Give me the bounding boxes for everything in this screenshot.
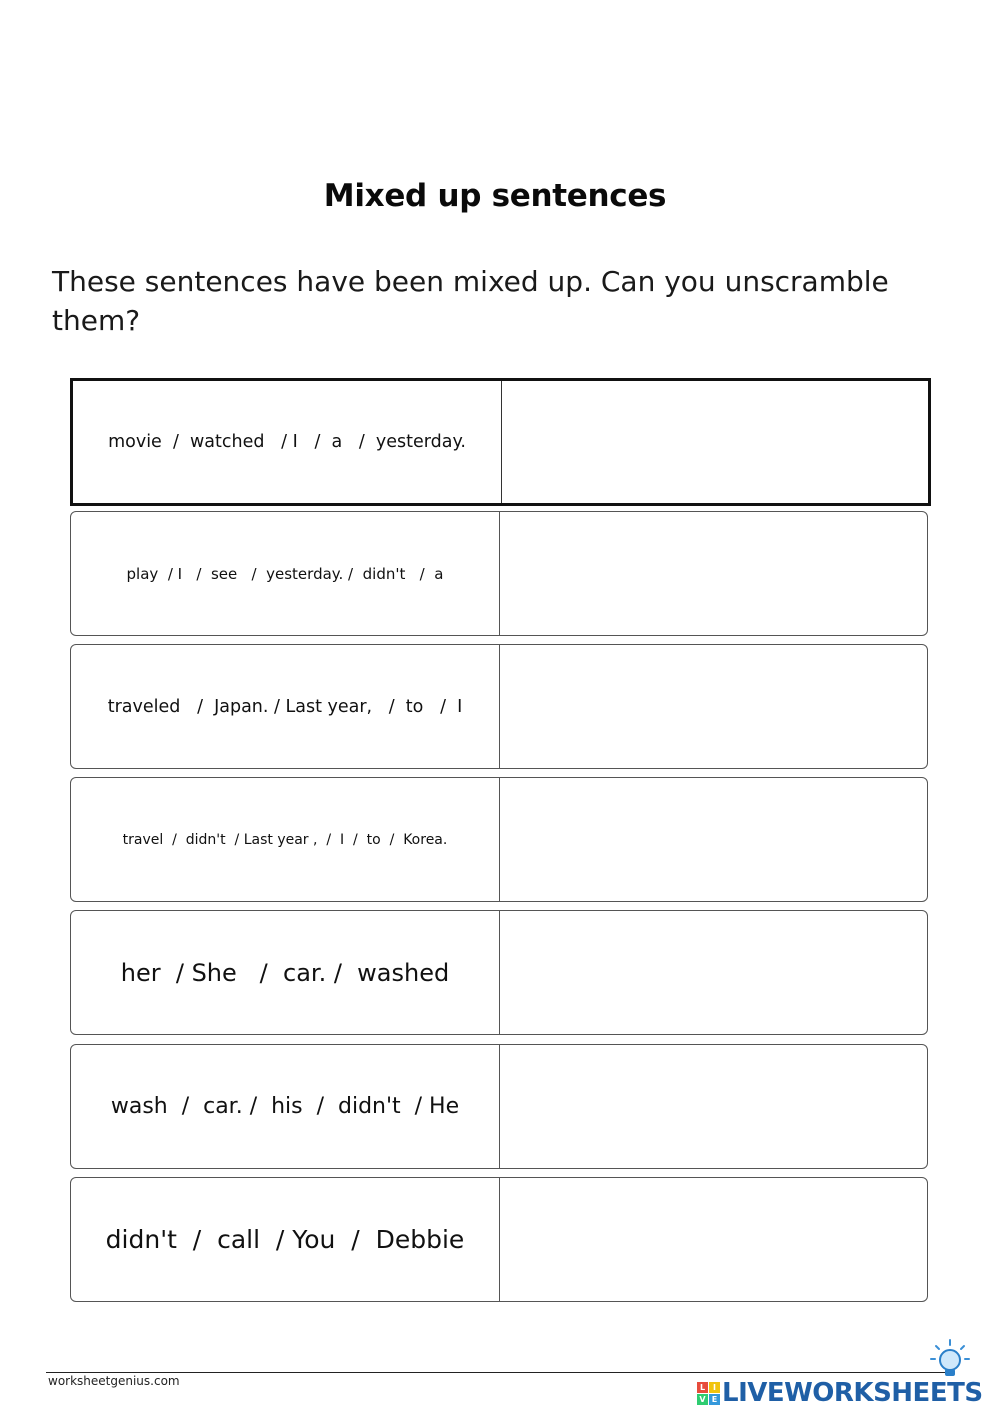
brand-block-i: I [709, 1382, 720, 1393]
scrambled-sentence-6: wash / car. / his / didn't / He [71, 1045, 500, 1168]
answer-input-1[interactable] [502, 381, 928, 503]
brand-block-v: V [697, 1394, 708, 1405]
footer-divider [46, 1372, 951, 1373]
sentence-row-5 [70, 910, 928, 1035]
worksheet-title: Mixed up sentences [323, 178, 667, 214]
instructions-text: These sentences have been mixed up. Can you unscramble them? [52, 265, 889, 337]
scrambled-sentence-1: movie / watched / I / a / yesterday. [73, 381, 502, 503]
answer-input-5[interactable] [500, 911, 927, 1034]
brand-letter-blocks [697, 1382, 720, 1405]
sentence-row-3 [70, 644, 928, 769]
sentence-row-1 [70, 378, 931, 506]
answer-input-7[interactable] [500, 1178, 927, 1301]
liveworksheets-logo [697, 1378, 983, 1408]
brand-block-l: L [697, 1382, 708, 1393]
answer-input-2[interactable] [500, 512, 927, 635]
scrambled-sentence-5: her / She / car. / washed [71, 911, 500, 1034]
answer-input-3[interactable] [500, 645, 927, 768]
answer-input-6[interactable] [500, 1045, 927, 1168]
scrambled-sentence-7: didn't / call / You / Debbie [71, 1178, 500, 1301]
sentence-row-7 [70, 1177, 928, 1302]
sentence-row-2 [70, 511, 928, 636]
sentence-row-6 [70, 1044, 928, 1169]
scrambled-sentence-3: traveled / Japan. / Last year, / to / I [71, 645, 500, 768]
brand-block-e: E [709, 1394, 720, 1405]
answer-input-4[interactable] [500, 778, 927, 901]
footer-source: worksheetgenius.com [48, 1374, 180, 1388]
scrambled-sentence-2: play / I / see / yesterday. / didn't / a [71, 512, 500, 635]
sentence-row-4 [70, 777, 928, 902]
scrambled-sentence-4: travel / didn't / Last year , / I / to / Korea. [71, 778, 500, 901]
brand-name: LIVEWORKSHEETS [722, 1378, 983, 1408]
